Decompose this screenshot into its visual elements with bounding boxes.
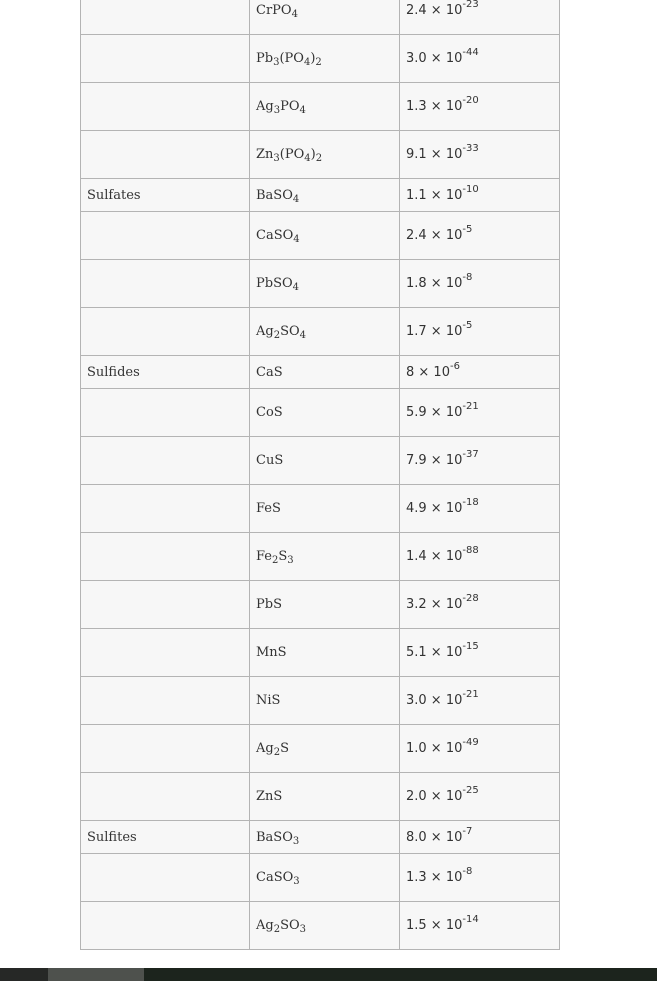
formula-subscript: 4 <box>299 105 306 116</box>
formula-text: ) <box>310 51 316 66</box>
ksp-cell <box>400 0 560 35</box>
ksp-exponent: -6 <box>449 360 460 372</box>
formula-subscript: 4 <box>291 9 298 20</box>
formula-text: PO <box>280 99 300 114</box>
formula-text: PbSO <box>256 276 293 291</box>
formula-text: Pb <box>256 51 274 66</box>
formula-cell <box>250 725 400 773</box>
formula-text: CaS <box>256 364 283 380</box>
ksp-exponent: -8 <box>462 272 473 283</box>
compound-group-cell <box>81 131 250 179</box>
ksp-cell <box>400 629 560 677</box>
formula-subscript: 3 <box>293 876 300 887</box>
table-row <box>81 773 560 821</box>
ksp-cell <box>400 581 560 629</box>
ksp-table <box>80 0 560 950</box>
formula-subscript: 4 <box>303 57 311 68</box>
table-row <box>81 83 560 131</box>
ksp-exponent: -7 <box>462 825 473 837</box>
formula-subscript: 3 <box>287 555 294 566</box>
ksp-cell <box>400 725 560 773</box>
ksp-mantissa: 3.0 × 10 <box>406 51 463 66</box>
formula-cell <box>250 437 400 485</box>
ksp-exponent: -88 <box>462 545 479 556</box>
ksp-exponent: -49 <box>462 737 479 748</box>
ksp-exponent: -18 <box>462 497 479 508</box>
ksp-cell <box>400 902 560 950</box>
ksp-exponent: -33 <box>462 143 479 154</box>
table-row <box>81 629 560 677</box>
ksp-cell <box>400 35 560 83</box>
ksp-exponent: -5 <box>462 320 473 331</box>
formula-text: (PO <box>279 51 304 66</box>
formula-cell <box>250 260 400 308</box>
formula-subscript: 2 <box>273 330 281 341</box>
ksp-cell <box>400 533 560 581</box>
ksp-exponent: -5 <box>462 224 473 235</box>
formula-subscript: 4 <box>293 234 300 245</box>
formula-text: CuS <box>256 453 284 468</box>
table-row <box>81 581 560 629</box>
formula-text: Fe <box>256 549 273 564</box>
formula-text: Ag <box>256 918 274 933</box>
table-row <box>81 677 560 725</box>
compound-group-cell <box>81 83 250 131</box>
ksp-exponent: -21 <box>462 401 479 412</box>
ksp-exponent: -20 <box>462 95 479 106</box>
ksp-mantissa: 7.9 × 10 <box>406 453 463 468</box>
compound-group-cell <box>81 212 250 260</box>
formula-text: NiS <box>256 693 281 708</box>
formula-subscript: 2 <box>315 153 323 164</box>
ksp-cell <box>400 83 560 131</box>
ksp-mantissa: 1.5 × 10 <box>406 918 463 933</box>
formula-cell <box>250 356 400 389</box>
formula-text: Ag <box>256 99 274 114</box>
ksp-table-body <box>81 0 560 950</box>
formula-text: S <box>280 741 289 756</box>
table-row <box>81 212 560 260</box>
ksp-exponent: -21 <box>462 689 479 700</box>
table-row <box>81 260 560 308</box>
compound-group-cell <box>81 677 250 725</box>
ksp-cell <box>400 773 560 821</box>
ksp-cell <box>400 485 560 533</box>
ksp-mantissa: 4.9 × 10 <box>406 501 463 516</box>
compound-group-cell <box>81 629 250 677</box>
formula-cell <box>250 773 400 821</box>
ksp-mantissa: 5.1 × 10 <box>406 645 463 660</box>
formula-cell <box>250 35 400 83</box>
ksp-exponent: -15 <box>462 641 479 652</box>
compound-group-cell: Sulfates <box>81 179 250 212</box>
ksp-exponent: -28 <box>462 593 479 604</box>
ksp-cell <box>400 389 560 437</box>
formula-subscript: 4 <box>292 282 300 293</box>
ksp-exponent: -14 <box>462 914 479 925</box>
ksp-mantissa: 1.1 × 10 <box>406 187 463 203</box>
formula-text: Ag <box>256 741 274 756</box>
table-row <box>81 533 560 581</box>
ksp-mantissa: 1.4 × 10 <box>406 549 463 564</box>
ksp-exponent: -8 <box>462 866 473 877</box>
compound-group-cell <box>81 533 250 581</box>
formula-cell <box>250 0 400 35</box>
formula-subscript: 3 <box>273 105 281 116</box>
formula-text: BaSO <box>256 187 293 203</box>
ksp-exponent: -25 <box>462 785 479 796</box>
formula-text: SO <box>280 918 300 933</box>
ksp-mantissa: 2.4 × 10 <box>406 3 463 18</box>
formula-text: MnS <box>256 645 287 660</box>
table-row <box>81 485 560 533</box>
formula-cell <box>250 179 400 212</box>
ksp-cell <box>400 854 560 902</box>
compound-group-cell <box>81 485 250 533</box>
table-row <box>81 854 560 902</box>
ksp-mantissa: 5.9 × 10 <box>406 405 463 420</box>
compound-group-cell <box>81 389 250 437</box>
ksp-exponent: -44 <box>462 47 479 58</box>
ksp-mantissa: 2.0 × 10 <box>406 789 463 804</box>
formula-subscript: 3 <box>299 924 307 935</box>
formula-cell <box>250 581 400 629</box>
table-row <box>81 35 560 83</box>
formula-text: CrPO <box>256 3 292 18</box>
ksp-cell <box>400 212 560 260</box>
formula-subscript: 2 <box>272 555 279 566</box>
ksp-mantissa: 3.0 × 10 <box>406 693 463 708</box>
formula-text: ZnS <box>256 789 283 804</box>
ksp-mantissa: 9.1 × 10 <box>406 147 463 162</box>
formula-cell <box>250 533 400 581</box>
formula-text: CaSO <box>256 228 294 243</box>
taskbar <box>0 968 657 981</box>
compound-group-cell <box>81 260 250 308</box>
ksp-cell <box>400 677 560 725</box>
formula-text: CoS <box>256 405 283 420</box>
ksp-mantissa: 8.0 × 10 <box>406 829 463 845</box>
formula-subscript: 2 <box>273 747 281 758</box>
formula-text: SO <box>280 324 300 339</box>
formula-cell <box>250 389 400 437</box>
ksp-cell <box>400 308 560 356</box>
compound-group-cell <box>81 902 250 950</box>
formula-cell <box>250 821 400 854</box>
compound-group-cell: Sulfites <box>81 821 250 854</box>
formula-text: PbS <box>256 597 282 612</box>
formula-subscript: 2 <box>315 57 322 68</box>
ksp-mantissa: 2.4 × 10 <box>406 228 463 243</box>
table-row <box>81 308 560 356</box>
table-row <box>81 902 560 950</box>
table-row <box>81 725 560 773</box>
ksp-exponent: -10 <box>462 183 479 195</box>
ksp-mantissa: 3.2 × 10 <box>406 597 463 612</box>
formula-subscript: 4 <box>292 193 300 205</box>
formula-cell <box>250 83 400 131</box>
formula-text: BaSO <box>256 829 293 845</box>
table-row <box>81 0 560 35</box>
ksp-exponent: -23 <box>462 0 479 10</box>
formula-subscript: 3 <box>273 57 280 68</box>
ksp-cell <box>400 179 560 212</box>
taskbar-active-item[interactable] <box>48 968 144 981</box>
table-row <box>81 437 560 485</box>
ksp-exponent: -37 <box>462 449 479 460</box>
ksp-cell <box>400 356 560 389</box>
formula-text: CaSO <box>256 870 294 885</box>
formula-text: ) <box>310 147 316 162</box>
ksp-table-container <box>80 0 559 950</box>
compound-group-cell <box>81 854 250 902</box>
compound-group-cell <box>81 725 250 773</box>
formula-cell <box>250 485 400 533</box>
table-row <box>81 131 560 179</box>
table-row <box>81 356 560 389</box>
ksp-mantissa: 1.7 × 10 <box>406 324 463 339</box>
compound-group-cell <box>81 35 250 83</box>
compound-group-cell <box>81 773 250 821</box>
formula-text: S <box>278 549 288 564</box>
formula-cell <box>250 854 400 902</box>
formula-subscript: 2 <box>273 924 281 935</box>
formula-subscript: 4 <box>304 153 311 164</box>
taskbar-start-area[interactable] <box>0 968 48 981</box>
formula-cell <box>250 131 400 179</box>
formula-text: Zn <box>256 147 274 162</box>
formula-cell <box>250 629 400 677</box>
ksp-mantissa: 1.8 × 10 <box>406 276 463 291</box>
formula-text: (PO <box>279 147 305 162</box>
table-row <box>81 179 560 212</box>
ksp-mantissa: 8 × 10 <box>406 364 450 380</box>
formula-text: Ag <box>256 324 274 339</box>
formula-subscript: 4 <box>299 330 307 341</box>
ksp-mantissa: 1.3 × 10 <box>406 99 463 114</box>
formula-text: FeS <box>256 501 281 516</box>
ksp-cell <box>400 131 560 179</box>
table-row <box>81 389 560 437</box>
formula-cell <box>250 677 400 725</box>
formula-subscript: 3 <box>273 153 280 164</box>
formula-cell <box>250 212 400 260</box>
compound-group-cell <box>81 0 250 35</box>
ksp-mantissa: 1.0 × 10 <box>406 741 463 756</box>
formula-cell <box>250 902 400 950</box>
table-row <box>81 821 560 854</box>
formula-cell <box>250 308 400 356</box>
taskbar-strip <box>144 968 657 981</box>
formula-subscript: 3 <box>292 835 300 847</box>
ksp-mantissa: 1.3 × 10 <box>406 870 463 885</box>
ksp-cell <box>400 260 560 308</box>
compound-group-cell <box>81 437 250 485</box>
compound-group-cell: Sulfides <box>81 356 250 389</box>
compound-group-cell <box>81 581 250 629</box>
ksp-cell <box>400 821 560 854</box>
compound-group-cell <box>81 308 250 356</box>
ksp-cell <box>400 437 560 485</box>
